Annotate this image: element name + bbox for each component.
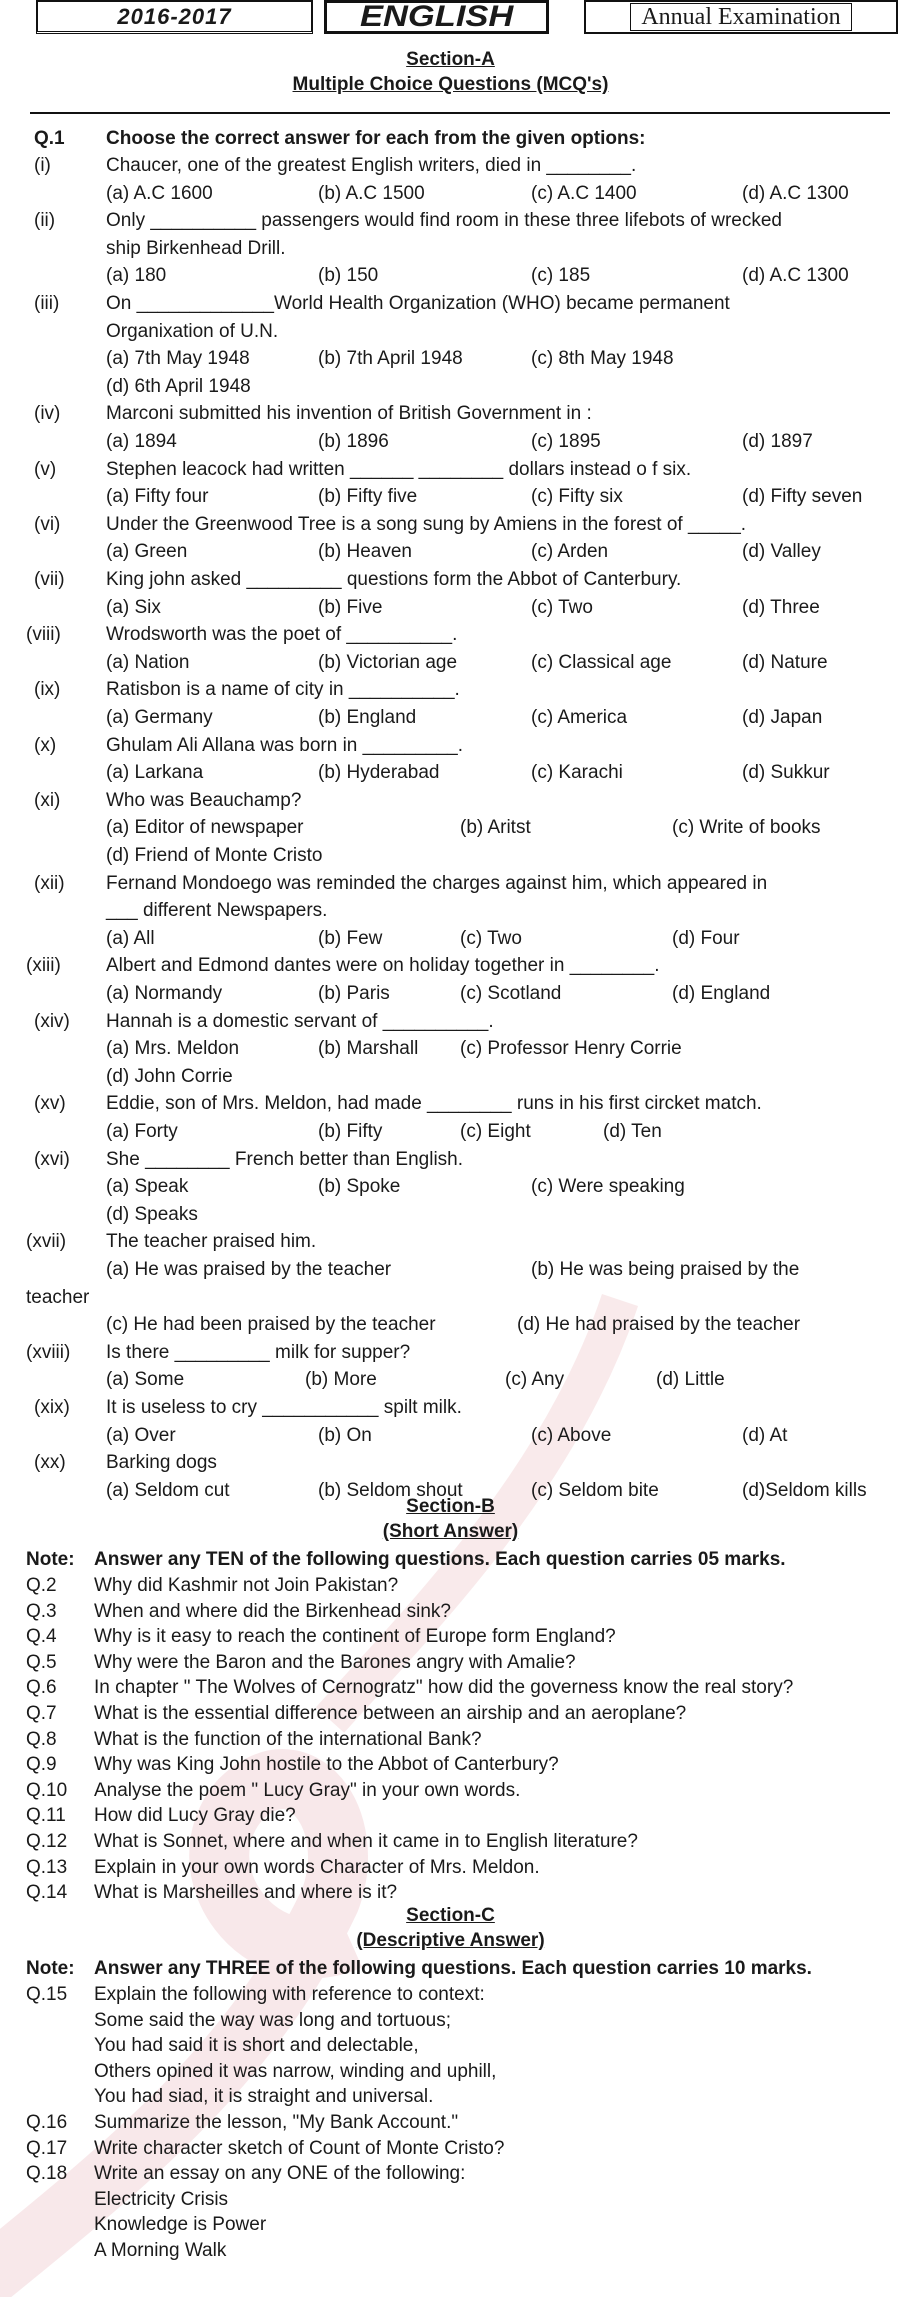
descriptive-question-text: You had siad, it is straight and universal.	[94, 2086, 434, 2108]
mcq-option: (b) A.C 1500	[318, 182, 425, 204]
short-question-text: Why was King John hostile to the Abbot of Canterbury?	[94, 1754, 559, 1776]
mcq-option: (b) 150	[318, 265, 379, 287]
mcq-option: (c) 8th May 1948	[531, 348, 674, 370]
mcq-question-text: Only __________ passengers would find room in these three lifebots of wrecked	[106, 210, 782, 232]
mcq-option: (b) Fifty	[318, 1121, 383, 1142]
mcq-option: (c) Were speaking	[531, 1176, 685, 1198]
mcq-option: (a) Editor of newspaper	[106, 817, 304, 839]
mcq-number: (xix)	[34, 1397, 70, 1418]
mcq-question-text: Hannah is a domestic servant of __________.	[106, 1010, 494, 1032]
mcq-option: (b) Paris	[318, 983, 390, 1004]
mcq-option: (c) Scotland	[460, 983, 562, 1004]
exam-subject: ENGLISH	[359, 0, 514, 33]
mcq-option: (a) Fifty four	[106, 486, 209, 508]
mcq-question-text: Ghulam Ali Allana was born in _________.	[106, 734, 464, 756]
short-question-text: Why were the Baron and the Barones angry with Amalie?	[94, 1651, 576, 1673]
mcq-option: (a) Some	[106, 1369, 185, 1391]
mcq-option: (a) Six	[106, 596, 161, 618]
mcq-option: (b) More	[305, 1369, 377, 1391]
mcq-number: (xx)	[34, 1452, 66, 1474]
mcq-option: (a) A.C 1600	[106, 182, 213, 204]
mcq-number: (x)	[34, 734, 57, 756]
descriptive-question-text: Electricity Crisis	[94, 2188, 229, 2210]
short-question-number: Q.12	[26, 1831, 68, 1852]
mcq-option: (d)Seldom kills	[742, 1479, 867, 1501]
mcq-number: (vii)	[34, 569, 65, 590]
mcq-option: (c) Eight	[460, 1121, 531, 1142]
mcq-option: (d) Friend of Monte Cristo	[106, 845, 323, 866]
mcq-option: (d) England	[672, 983, 771, 1004]
short-question-number: Q.13	[26, 1856, 68, 1878]
mcq-option: teacher	[26, 1286, 90, 1308]
mcq-number: (ii)	[34, 210, 56, 232]
mcq-option: (a) 7th May 1948	[106, 348, 250, 370]
mcq-option: (d) He had praised by the teacher	[517, 1314, 801, 1336]
mcq-number: (xiv)	[34, 1010, 70, 1032]
mcq-question-text: Marconi submitted his invention of British Government in :	[106, 403, 592, 425]
q1-instruction: Choose the correct answer for each from the given options:	[106, 128, 646, 149]
mcq-number: (v)	[34, 458, 57, 480]
mcq-number: (viii)	[26, 624, 61, 646]
mcq-option: (c) America	[531, 707, 628, 728]
descriptive-question-text: Write character sketch of Count of Monte Cristo?	[94, 2137, 505, 2159]
short-question-number: Q.11	[26, 1805, 66, 1827]
descriptive-question-text: Write an essay on any ONE of the following:	[94, 2163, 466, 2185]
subject-box	[324, 0, 549, 34]
mcq-option: (b) 7th April 1948	[318, 348, 463, 370]
divider	[30, 112, 890, 114]
mcq-number: (ix)	[34, 679, 61, 701]
mcq-option: (d) Japan	[742, 707, 823, 728]
mcq-option: (b) Aritst	[460, 817, 531, 839]
descriptive-question-number: Q.15	[26, 1984, 68, 2005]
mcq-question-text: It is useless to cry ___________ spilt milk.	[106, 1397, 462, 1418]
mcq-option: (b) Seldom shout	[318, 1479, 463, 1501]
short-question-text: How did Lucy Gray die?	[94, 1805, 296, 1827]
mcq-question-text: Fernand Mondoego was reminded the charges against him, which appeared in	[106, 872, 768, 894]
short-question-text: What is the function of the international Bank?	[94, 1728, 482, 1750]
mcq-number: (xiii)	[26, 955, 61, 977]
mcq-option: (d) Sukkur	[742, 762, 830, 784]
mcq-option: (b) 1896	[318, 431, 389, 452]
mcq-option: (c) Classical age	[531, 651, 672, 673]
mcq-number: (xviii)	[26, 1341, 71, 1363]
short-question-text: Explain in your own words Character of Mrs. Meldon.	[94, 1856, 540, 1878]
short-question-number: Q.2	[26, 1575, 57, 1596]
mcq-option: (b) Hyderabad	[318, 762, 440, 784]
descriptive-question-number: Q.18	[26, 2163, 68, 2185]
mcq-option: (b) Few	[318, 927, 383, 949]
section-c-note: Answer any THREE of the following questions. Each question carries 10 marks.	[94, 1958, 812, 1979]
short-question-text: Why is it easy to reach the continent of Europe form England?	[94, 1626, 616, 1648]
mcq-option: (b) Heaven	[318, 541, 412, 563]
mcq-option: (c) 1895	[531, 431, 601, 452]
short-question-number: Q.8	[26, 1728, 57, 1750]
mcq-option: (c) Two	[460, 927, 522, 949]
descriptive-question-text: Knowledge is Power	[94, 2214, 267, 2236]
short-question-text: What is the essential difference between an airship and an aeroplane?	[94, 1703, 687, 1724]
mcq-question-text: Under the Greenwood Tree is a song sung by Amiens in the forest of _____.	[106, 513, 747, 535]
mcq-option: (d) Ten	[603, 1121, 662, 1142]
mcq-option: (c) He had been praised by the teacher	[106, 1314, 436, 1336]
mcq-option: (d) At	[742, 1424, 788, 1446]
mcq-option: (d) 6th April 1948	[106, 375, 251, 397]
mcq-option: (a) Nation	[106, 651, 190, 673]
short-question-number: Q.3	[26, 1600, 57, 1622]
mcq-question-text: The teacher praised him.	[106, 1231, 317, 1253]
mcq-option: (c) Above	[531, 1424, 612, 1446]
descriptive-question-number: Q.16	[26, 2112, 68, 2133]
mcq-number: (xvi)	[34, 1148, 70, 1170]
mcq-question-text: Organixation of U.N.	[106, 320, 279, 342]
mcq-number: (xi)	[34, 789, 61, 811]
exam-type: Annual Examination	[630, 3, 851, 31]
descriptive-question-text: A Morning Walk	[94, 2240, 227, 2261]
mcq-option: (a) Speak	[106, 1176, 189, 1198]
mcq-option: (c) Any	[505, 1369, 565, 1391]
mcq-question-text: Ratisbon is a name of city in __________.	[106, 679, 460, 701]
section-b-title: Section-B	[406, 1496, 495, 1517]
mcq-option: (a) He was praised by the teacher	[106, 1259, 392, 1280]
mcq-option: (b) Marshall	[318, 1038, 419, 1060]
mcq-question-text: On _____________World Health Organization (WHO) became permanent	[106, 293, 730, 314]
mcq-question-text: Albert and Edmond dantes were on holiday together in ________.	[106, 955, 660, 977]
mcq-option: (d) John Corrie	[106, 1065, 233, 1087]
mcq-option: (a) 1894	[106, 431, 177, 452]
section-b-note-label: Note:	[26, 1549, 75, 1570]
mcq-number: (vi)	[34, 513, 61, 535]
short-question-number: Q.10	[26, 1779, 68, 1801]
short-question-text: Analyse the poem " Lucy Gray" in your own words.	[94, 1779, 521, 1801]
mcq-option: (a) Forty	[106, 1121, 178, 1142]
mcq-option: (d) Speaks	[106, 1203, 198, 1225]
descriptive-question-number: Q.17	[26, 2137, 68, 2159]
year-box	[36, 0, 313, 34]
descriptive-question-text: Others opined it was narrow, winding and uphill,	[94, 2060, 497, 2082]
mcq-option: (c) Karachi	[531, 762, 623, 784]
section-b-subtitle: (Short Answer)	[382, 1521, 519, 1542]
mcq-question-text: She ________ French better than English.	[106, 1148, 464, 1170]
section-a-title: Section-A	[406, 49, 495, 70]
section-c-title: Section-C	[406, 1905, 495, 1926]
mcq-option: (c) Professor Henry Corrie	[460, 1038, 682, 1060]
q1-number: Q.1	[34, 128, 65, 149]
mcq-question-text: ___ different Newspapers.	[106, 900, 328, 922]
short-question-number: Q.14	[26, 1882, 68, 1904]
short-question-number: Q.4	[26, 1626, 57, 1648]
short-question-text: What is Marsheilles and where is it?	[94, 1882, 398, 1904]
mcq-number: (xv)	[34, 1093, 66, 1115]
mcq-option: (c) 185	[531, 265, 591, 287]
descriptive-question-text: Explain the following with reference to context:	[94, 1984, 485, 2005]
short-question-number: Q.9	[26, 1754, 57, 1776]
mcq-option: (a) Green	[106, 541, 188, 563]
exam-header	[36, 0, 898, 36]
mcq-option: (c) Write of books	[672, 817, 821, 839]
short-question-text: When and where did the Birkenhead sink?	[94, 1600, 452, 1622]
mcq-number: (xii)	[34, 872, 65, 894]
mcq-option: (c) Two	[531, 596, 593, 618]
mcq-number: (iii)	[34, 293, 60, 314]
mcq-question-text: Stephen leacock had written ______ ________ dollars instead o f six.	[106, 458, 692, 480]
mcq-option: (b) He was being praised by the	[531, 1259, 800, 1280]
descriptive-question-text: Summarize the lesson, "My Bank Account."	[94, 2112, 459, 2133]
short-question-text: Why did Kashmir not Join Pakistan?	[94, 1575, 399, 1596]
mcq-option: (a) 180	[106, 265, 167, 287]
mcq-option: (b) England	[318, 707, 417, 728]
mcq-number: (i)	[34, 155, 51, 176]
mcq-option: (d) Three	[742, 596, 820, 618]
short-question-number: Q.5	[26, 1651, 57, 1673]
mcq-option: (a) Larkana	[106, 762, 204, 784]
mcq-number: (iv)	[34, 403, 61, 425]
mcq-option: (c) A.C 1400	[531, 182, 637, 204]
mcq-option: (b) On	[318, 1424, 372, 1446]
section-b-note: Answer any TEN of the following questions. Each question carries 05 marks.	[94, 1549, 786, 1570]
mcq-option: (b) Spoke	[318, 1176, 401, 1198]
mcq-question-text: Barking dogs	[106, 1452, 217, 1474]
short-question-number: Q.6	[26, 1677, 57, 1699]
mcq-option: (b) Victorian age	[318, 651, 458, 673]
mcq-number: (xvii)	[26, 1231, 67, 1253]
descriptive-question-text: You had said it is short and delectable,	[94, 2035, 419, 2057]
section-c-note-label: Note:	[26, 1958, 75, 1979]
mcq-question-text: Chaucer, one of the greatest English writers, died in ________.	[106, 155, 637, 176]
mcq-option: (d) A.C 1300	[742, 182, 849, 204]
short-question-text: What is Sonnet, where and when it came in to English literature?	[94, 1831, 638, 1852]
mcq-option: (a) Germany	[106, 707, 213, 728]
section-c-subtitle: (Descriptive Answer)	[356, 1930, 545, 1951]
mcq-option: (d) Four	[672, 927, 740, 949]
mcq-question-text: Eddie, son of Mrs. Meldon, had made ________ runs in his first circket match.	[106, 1093, 762, 1115]
descriptive-question-text: Some said the way was long and tortuous;	[94, 2009, 451, 2031]
mcq-option: (b) Fifty five	[318, 486, 418, 508]
mcq-option: (d) 1897	[742, 431, 813, 452]
mcq-option: (d) Fifty seven	[742, 486, 863, 508]
mcq-option: (a) Seldom cut	[106, 1479, 230, 1501]
mcq-option: (d) A.C 1300	[742, 265, 849, 287]
mcq-option: (c) Seldom bite	[531, 1479, 659, 1501]
mcq-question-text: Is there _________ milk for supper?	[106, 1341, 411, 1363]
mcq-question-text: King john asked _________ questions form the Abbot of Canterbury.	[106, 569, 682, 590]
mcq-option: (d) Valley	[742, 541, 821, 563]
mcq-option: (b) Five	[318, 596, 383, 618]
mcq-option: (a) All	[106, 927, 155, 949]
mcq-option: (a) Normandy	[106, 983, 223, 1004]
mcq-question-text: ship Birkenhead Drill.	[106, 237, 286, 259]
exam-type-box	[584, 0, 898, 34]
mcq-option: (c) Arden	[531, 541, 609, 563]
mcq-option: (a) Over	[106, 1424, 176, 1446]
mcq-question-text: Wrodsworth was the poet of __________.	[106, 624, 458, 646]
short-question-text: In chapter " The Wolves of Cernogratz" how did the governess know the real story?	[94, 1677, 794, 1699]
mcq-option: (d) Little	[656, 1369, 725, 1391]
mcq-question-text: Who was Beauchamp?	[106, 789, 302, 811]
short-question-number: Q.7	[26, 1703, 57, 1724]
exam-year: 2016-2017	[117, 3, 232, 29]
mcq-option: (c) Fifty six	[531, 486, 623, 508]
mcq-option: (d) Nature	[742, 651, 828, 673]
section-a-subtitle: Multiple Choice Questions (MCQ's)	[292, 74, 609, 95]
mcq-option: (a) Mrs. Meldon	[106, 1038, 240, 1060]
